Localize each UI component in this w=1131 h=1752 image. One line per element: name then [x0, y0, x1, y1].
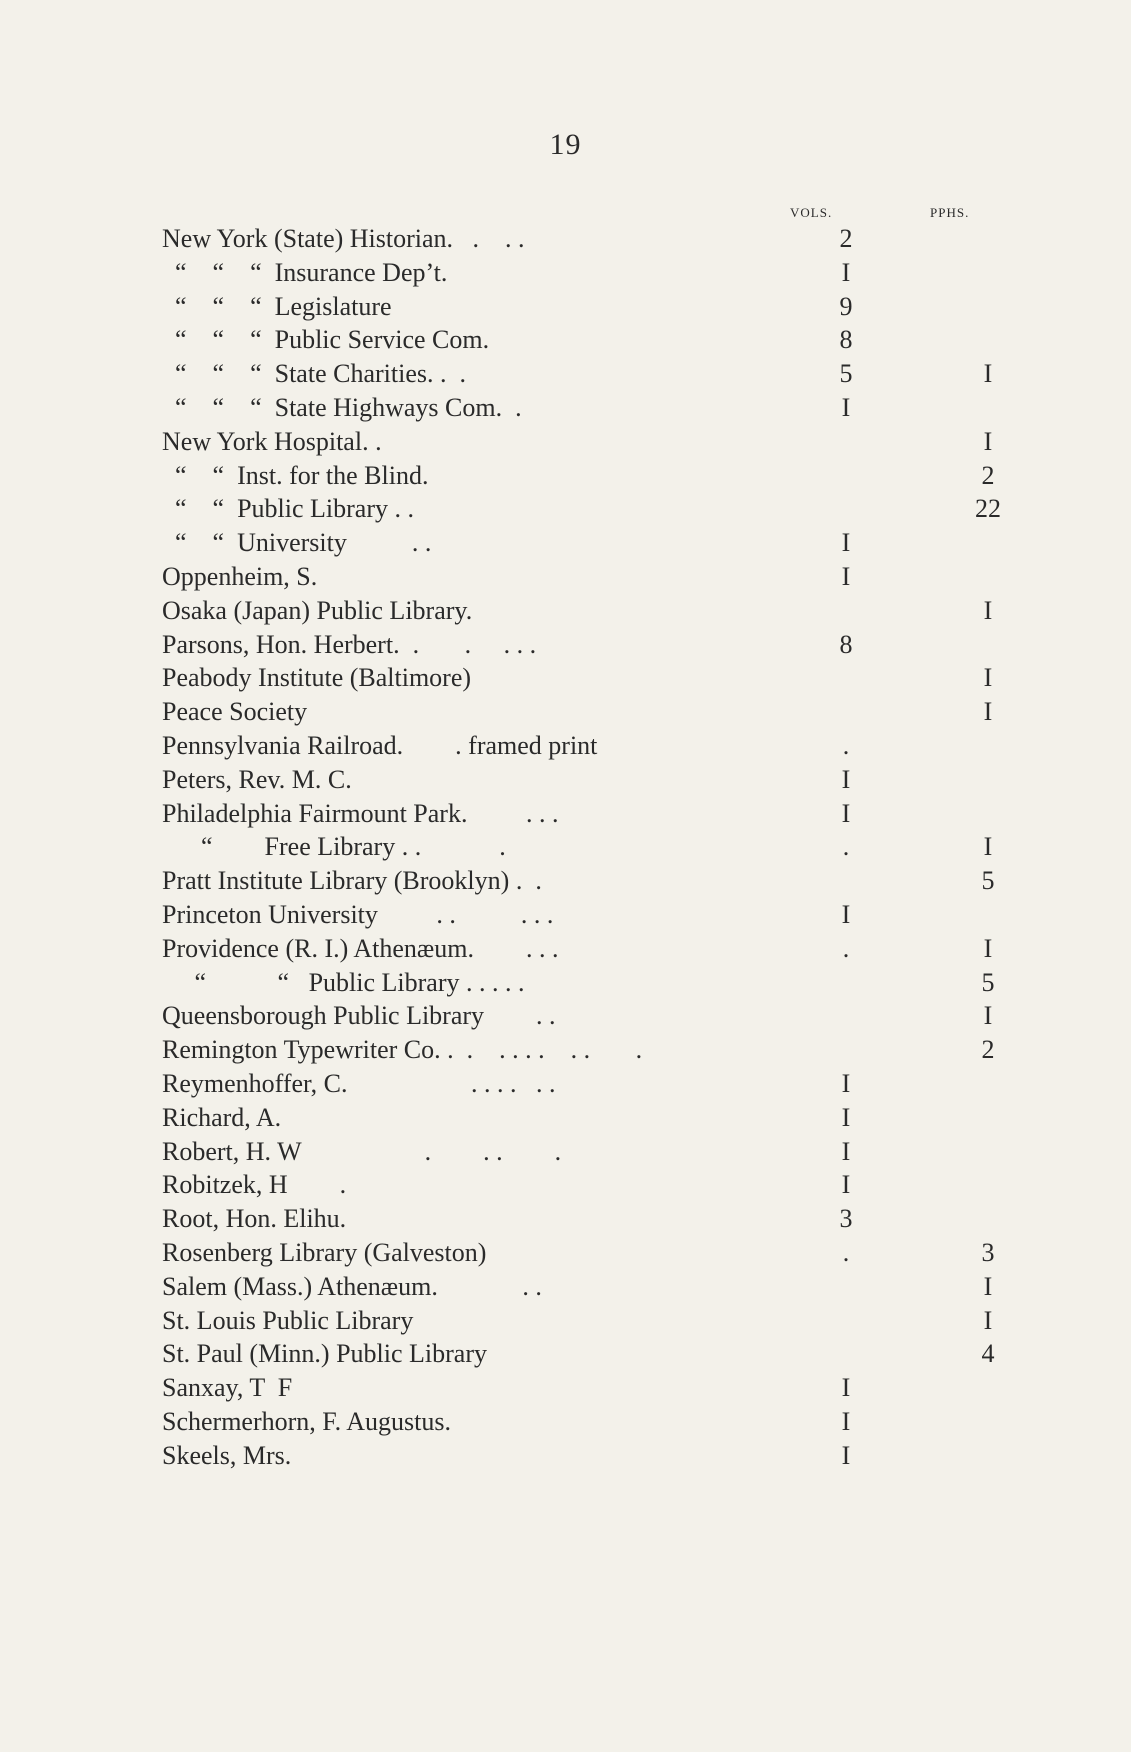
list-item: [162, 1168, 982, 1202]
pphs-count: 2: [981, 460, 995, 490]
list-item: [162, 695, 993, 729]
vols-count: I: [841, 764, 851, 794]
entry-name: Providence (R. I.) Athenæum. . . .: [162, 933, 559, 963]
entry-name: “ “ “ State Charities. . .: [162, 359, 466, 389]
pphs-count: 2: [981, 1035, 995, 1065]
pphs-count: I: [983, 595, 993, 625]
list-item: [162, 391, 982, 425]
entry-name: Reymenhoffer, C. . . . . . .: [162, 1068, 556, 1098]
list-item: [162, 1270, 993, 1304]
entry-name: Oppenheim, S.: [162, 561, 318, 591]
vols-count: I: [841, 1373, 851, 1403]
entry-name: Schermerhorn, F. Augustus.: [162, 1406, 451, 1436]
list-item: [162, 1202, 982, 1236]
pphs-count: 4: [981, 1339, 995, 1369]
vols-count: I: [841, 899, 851, 929]
list-item: [162, 1337, 995, 1371]
list-item: [162, 459, 995, 493]
entry-name: Robert, H. W . . . .: [162, 1136, 562, 1166]
vols-count: I: [841, 392, 851, 422]
vols-header: VOLS.: [790, 205, 833, 220]
entry-name: “ “ Public Library . . . . .: [162, 967, 525, 997]
pphs-count: 5: [981, 967, 995, 997]
vols-count: 5: [839, 359, 853, 389]
list-item: [162, 1033, 995, 1067]
pphs-header: PPHS.: [930, 205, 970, 220]
entry-name: Rosenberg Library (Galveston): [162, 1237, 487, 1267]
donor-list: [162, 222, 1001, 1472]
list-item: [162, 323, 982, 357]
list-item: [162, 1067, 982, 1101]
list-item: [162, 222, 982, 256]
list-item: [162, 797, 982, 831]
list-item: [162, 628, 982, 662]
pphs-count: I: [983, 697, 993, 727]
entry-name: “ “ “ Legislature: [162, 291, 392, 321]
list-item: [162, 425, 993, 459]
vols-count: .: [842, 1237, 850, 1267]
list-item: [162, 830, 993, 864]
entry-name: Pratt Institute Library (Brooklyn) . .: [162, 866, 542, 896]
list-item: [162, 492, 1001, 526]
list-item: [162, 560, 982, 594]
entry-name: Richard, A.: [162, 1102, 282, 1132]
list-item: [162, 290, 982, 324]
list-item: [162, 1135, 982, 1169]
pphs-count: I: [983, 1001, 993, 1031]
entry-name: Princeton University . . . . .: [162, 899, 554, 929]
pphs-count: I: [983, 832, 993, 862]
list-item: [162, 999, 993, 1033]
entry-name: Robitzek, H .: [162, 1170, 347, 1200]
pphs-count: I: [983, 1305, 993, 1335]
entry-name: Queensborough Public Library . .: [162, 1001, 556, 1031]
pphs-count: 3: [981, 1237, 995, 1267]
pphs-count: 22: [975, 494, 1001, 524]
vols-count: 2: [839, 224, 853, 253]
pphs-count: 5: [981, 866, 995, 896]
list-item: [162, 864, 995, 898]
pphs-count: I: [983, 426, 993, 456]
vols-count: I: [841, 1102, 851, 1132]
entry-name: “ “ University . .: [162, 528, 432, 558]
list-item: [162, 1371, 982, 1405]
entry-name: “ “ Inst. for the Blind.: [162, 460, 429, 490]
vols-count: 3: [839, 1204, 853, 1234]
list-item: [162, 1405, 982, 1439]
entry-name: Peace Society: [162, 697, 308, 727]
vols-count: 8: [839, 325, 853, 355]
list-item: [162, 357, 993, 391]
vols-count: 9: [839, 291, 853, 321]
list-item: [162, 594, 993, 628]
vols-count: I: [841, 1136, 851, 1166]
vols-count: I: [841, 257, 851, 287]
entry-name: “ “ “ State Highways Com. .: [162, 392, 522, 422]
entry-name: Pennsylvania Railroad. . framed print: [162, 730, 598, 760]
list-item: [162, 661, 993, 695]
list-item: [162, 1439, 982, 1473]
vols-count: I: [841, 798, 851, 828]
list-item: [162, 932, 993, 966]
entry-name: St. Paul (Minn.) Public Library: [162, 1339, 487, 1369]
list-item: [162, 966, 995, 1000]
list-item: [162, 256, 982, 290]
list-item: [162, 1236, 995, 1270]
list-item: [162, 1101, 982, 1135]
vols-count: I: [841, 1440, 851, 1470]
entry-name: Peabody Institute (Baltimore): [162, 663, 472, 693]
entry-name: Parsons, Hon. Herbert. . . . . .: [162, 629, 537, 659]
entry-name: “ “ Public Library . .: [162, 494, 414, 524]
entry-name: New York Hospital. .: [162, 426, 382, 456]
pphs-count: I: [983, 1271, 993, 1301]
list-item: [162, 898, 982, 932]
entry-name: “ “ “ Insurance Dep’t.: [162, 257, 448, 287]
entry-name: Skeels, Mrs.: [162, 1440, 292, 1470]
list-item: [162, 729, 982, 763]
list-item: [162, 526, 982, 560]
entry-name: Salem (Mass.) Athenæum. . .: [162, 1271, 542, 1301]
pphs-count: I: [983, 359, 993, 389]
vols-count: I: [841, 561, 851, 591]
vols-count: .: [842, 933, 850, 963]
vols-count: 8: [839, 629, 853, 659]
vols-count: .: [842, 832, 850, 862]
entry-name: Root, Hon. Elihu.: [162, 1204, 347, 1234]
entry-name: Osaka (Japan) Public Library.: [162, 595, 473, 625]
vols-count: I: [841, 528, 851, 558]
entry-name: “ “ “ Public Service Com.: [162, 325, 490, 355]
pphs-count: I: [983, 663, 993, 693]
vols-count: I: [841, 1068, 851, 1098]
pphs-count: I: [983, 933, 993, 963]
list-item: [162, 1304, 993, 1338]
list-item: [162, 763, 982, 797]
entry-name: “ Free Library . . .: [162, 832, 506, 862]
entry-name: Philadelphia Fairmount Park. . . .: [162, 798, 559, 828]
entry-name: New York (State) Historian. . . .: [162, 224, 525, 253]
vols-count: I: [841, 1406, 851, 1436]
entry-name: Peters, Rev. M. C.: [162, 764, 352, 794]
vols-count: .: [842, 730, 850, 760]
page-number: 19: [549, 128, 582, 161]
entry-name: Sanxay, T F: [162, 1373, 293, 1403]
entry-name: Remington Typewriter Co. . . . . . . . . .: [162, 1035, 643, 1065]
entry-name: St. Louis Public Library: [162, 1305, 414, 1335]
vols-count: I: [841, 1170, 851, 1200]
